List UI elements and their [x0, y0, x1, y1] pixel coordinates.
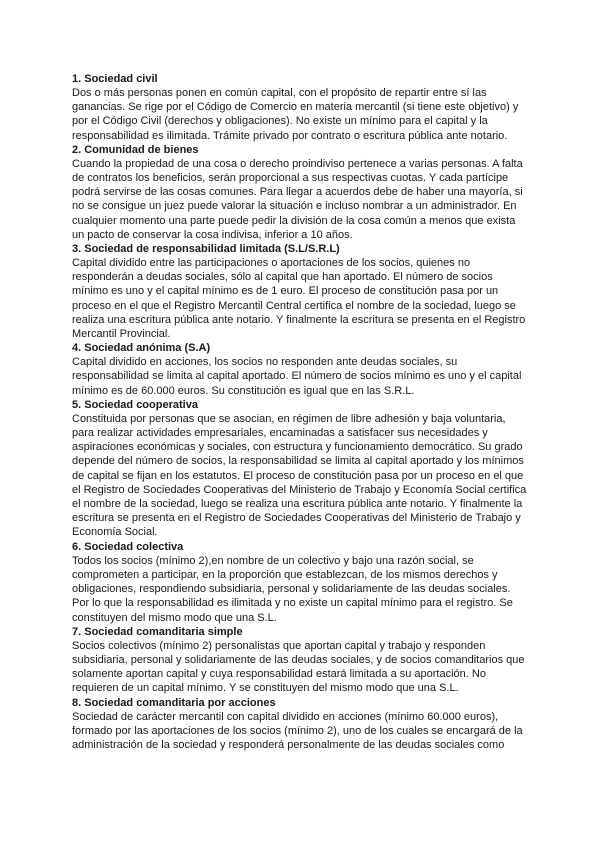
- section-paragraph: Dos o más personas ponen en común capital, con el propósito de repartir entre sí las ganancias. Se rige por el Código de Comercio en materia mercantil (si tiene este objetivo) y por el Código Civil (derechos y obligaciones). No existe un mínimo para el capital y la responsabilidad es ilimitada. Trámite privado por contrato o escritura pública ante notario.: [72, 87, 519, 142]
- section-sociedad-comanditaria-simple: [72, 625, 530, 696]
- section-heading: 7. Sociedad comanditaria simple: [72, 625, 243, 638]
- section-heading: 4. Sociedad anónima (S.A): [72, 342, 211, 355]
- section-sociedad-responsabilidad-limitada: [72, 242, 530, 341]
- section-paragraph: Socios colectivos (mínimo 2) personalistas que aportan capital y trabajo y responden subsidiaria, personal y solidariamente de las deudas sociales, y de socios comanditarios que solamente aportan capital y cuya responsabilidad estará limitada a su aportación. No requieren de un capital mínimo. Y se constituyen del mismo modo que una S.L.: [72, 639, 525, 695]
- section-heading: 2. Comunidad de bienes: [72, 143, 199, 156]
- section-paragraph: Constituida por personas que se asocian, en régimen de libre adhesión y baja voluntaria, para realizar actividades empresariales, encaminadas a satisfacer sus necesidades y aspiraciones económicas y sociales, con estructura y funcionamiento democrático. Su grado depende del número de socios, la responsabilidad se limita al capital aportado y los mínimos de capital se fijan en los estatutos. El proceso de constitución pasa por un proceso en el que el Registro de Sociedades Cooperativas del Ministerio de Trabajo y Economía Social certifica el nombre de la sociedad, luego se realiza una escritura pública ante notario. Y finalmente la escritura se presenta en el Registro de Sociedades Cooperativas del Ministerio de Trabajo y Economía Social.: [72, 412, 527, 539]
- section-sociedad-colectiva: [72, 540, 530, 625]
- section-paragraph: Capital dividido entre las participaciones o aportaciones de los socios, quienes no responderán a deudas sociales, sólo al capital que han aportado. El número de socios mínimo es uno y el capital mínimo es de 1 euro. El proceso de constitución pasa por un proceso en el que el Registro Mercantil Central certifica el nombre de la sociedad, luego se realiza una escritura pública ante notario. Y finalmente la escritura se presenta en el Registro Mercantil Provincial.: [72, 257, 526, 341]
- section-heading: 3. Sociedad de responsabilidad limitada (S.L/S.R.L): [72, 243, 340, 256]
- section-comunidad-de-bienes: [72, 143, 530, 242]
- section-heading: 6. Sociedad colectiva: [72, 540, 184, 553]
- section-sociedad-comanditaria-por-acciones: [72, 696, 530, 753]
- section-heading: 1. Sociedad civil: [72, 73, 158, 85]
- section-paragraph: Capital dividido en acciones, los socios no responden ante deudas sociales, su responsabilidad se limita al capital aportado. El número de socios mínimo es uno y el capital mínimo es de 60.000 euros. Su constitución es igual que en las S.R.L.: [72, 356, 522, 397]
- section-sociedad-civil: [72, 72, 530, 143]
- section-paragraph: Sociedad de carácter mercantil con capital dividido en acciones (mínimo 60.000 euros), formado por las aportaciones de los socios (mínimo 2), uno de los cuales se encargará de la administración de la sociedad y responderá personalmente de las deudas sociales como: [72, 710, 523, 751]
- section-heading: 8. Sociedad comanditaria por acciones: [72, 696, 276, 709]
- section-paragraph: Cuando la propiedad de una cosa o derecho proindiviso pertenece a varias personas. A falta de contratos los beneficios, serán proporcional a sus respectivas cuotas. Y cada partícipe podrá servirse de las cosas comunes. Para llegar a acuerdos debe de haber una mayoría, si no se consigue un juez puede valorar la situación e incluso nombrar a un administrador. En cualquier momento una parte puede pedir la división de la cosa común a menos que exista un pacto de conservar la cosa indivisa, inferior a 10 años.: [72, 157, 523, 241]
- section-sociedad-anonima: [72, 341, 530, 398]
- section-sociedad-cooperativa: [72, 398, 530, 540]
- section-heading: 5. Sociedad cooperativa: [72, 398, 198, 411]
- section-paragraph: Todos los socios (mínimo 2),en nombre de un colectivo y bajo una razón social, se comprometen a participar, en la proporción que establezcan, de los mismos derechos y obligaciones, respondiendo subsidiaria, personal y solidariamente de las deudas sociales. Por lo que la responsabilidad es ilimitada y no existe un capital mínimo para el registro. Se constituyen del mismo modo que una S.L.: [72, 554, 513, 624]
